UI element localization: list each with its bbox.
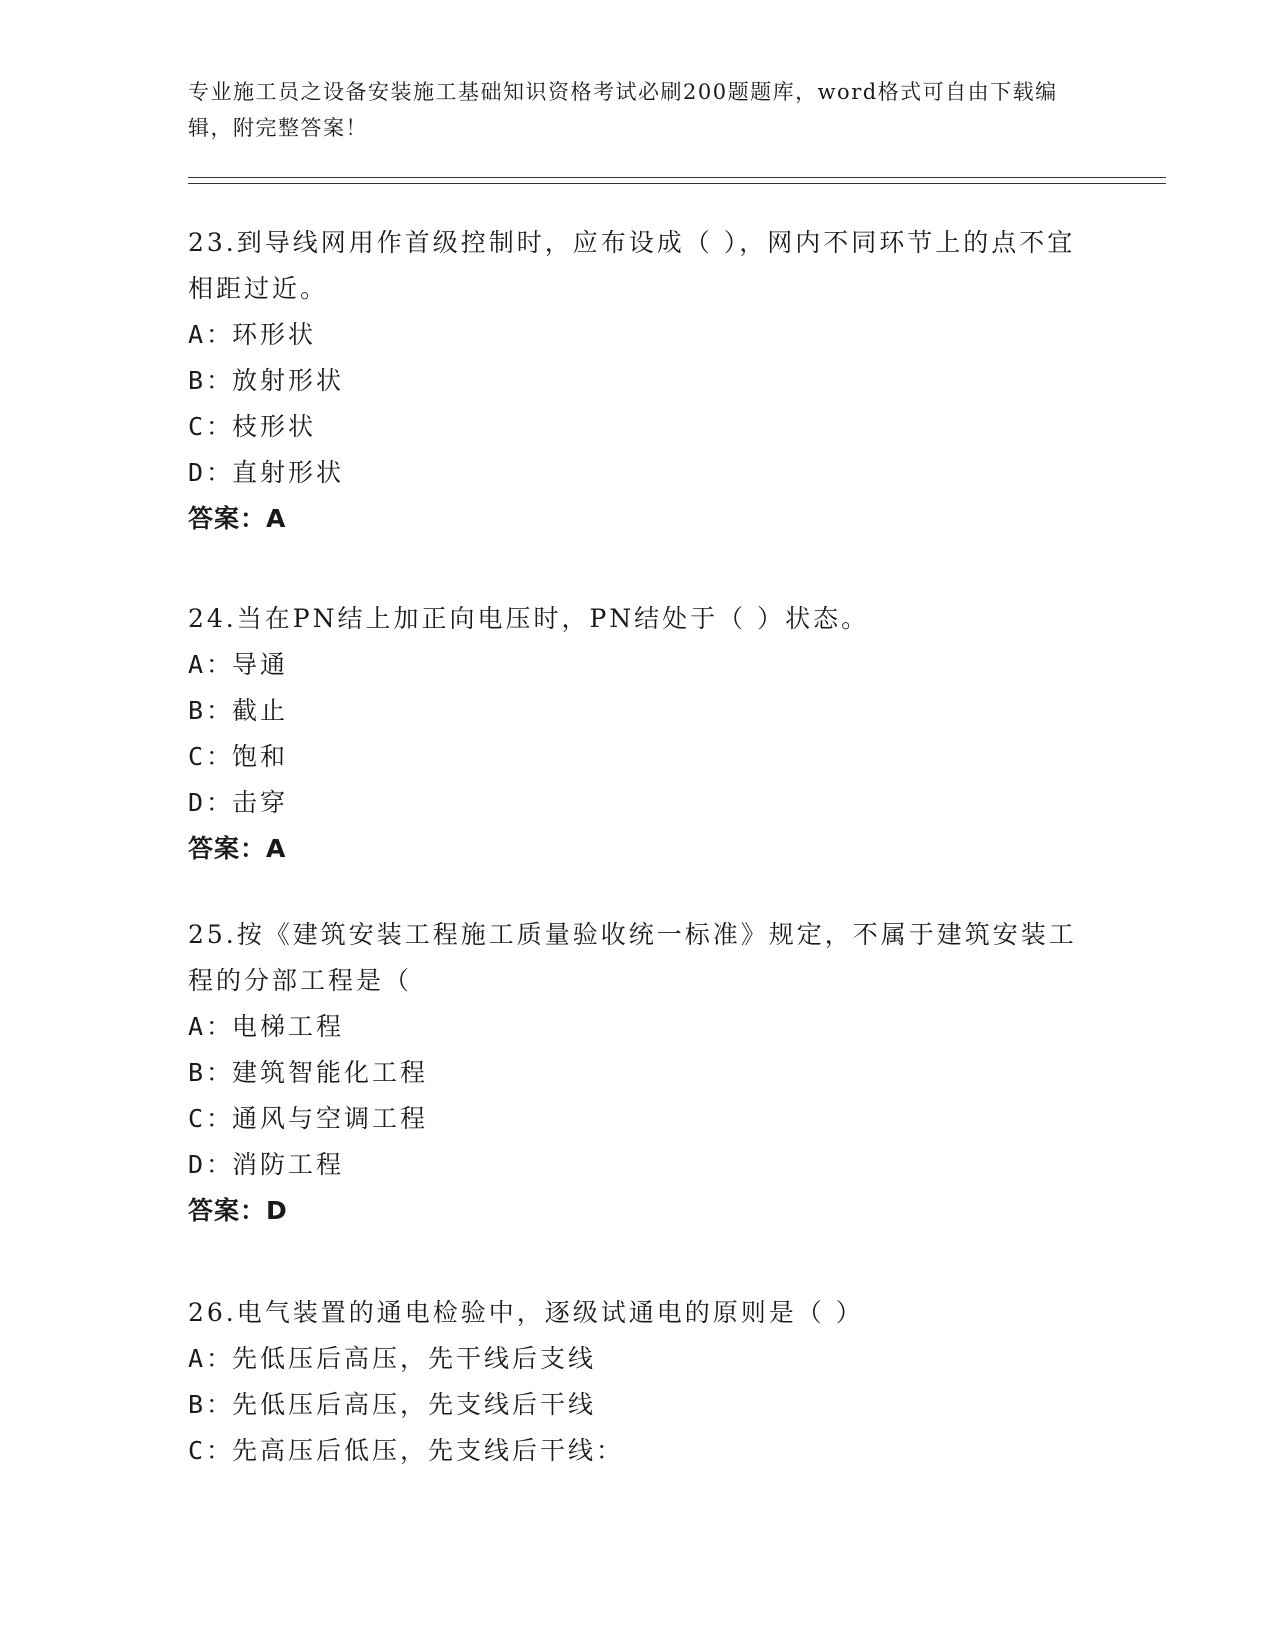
option-text: 通风与空调工程 bbox=[232, 1104, 429, 1133]
header-double-rule bbox=[188, 177, 1166, 184]
option-c bbox=[188, 734, 1088, 780]
option-d bbox=[188, 1142, 1088, 1188]
option-letter: C： bbox=[188, 742, 235, 771]
option-text: 先高压后低压，先支线后干线： bbox=[232, 1436, 625, 1465]
option-text: 建筑智能化工程 bbox=[232, 1058, 429, 1087]
question-stem: 25.按《建筑安装工程施工质量验收统一标准》规定，不属于建筑安装工程的分部工程是（ bbox=[188, 920, 1077, 995]
option-d bbox=[188, 450, 1088, 496]
option-letter: A： bbox=[188, 320, 235, 349]
option-text: 枝形状 bbox=[232, 412, 317, 441]
option-text: 饱和 bbox=[232, 742, 289, 771]
option-text: 放射形状 bbox=[232, 366, 345, 395]
option-letter: B： bbox=[188, 1390, 235, 1419]
option-text: 先低压后高压，先干线后支线 bbox=[232, 1344, 597, 1373]
option-letter: B： bbox=[188, 366, 235, 395]
option-text: 先低压后高压，先支线后干线 bbox=[232, 1390, 597, 1419]
option-letter: D： bbox=[188, 458, 235, 487]
option-letter: C： bbox=[188, 1436, 235, 1465]
option-letter: A： bbox=[188, 1344, 235, 1373]
answer-line: 答案：D bbox=[188, 1196, 288, 1225]
answer-line: 答案：A bbox=[188, 834, 287, 863]
question-23 bbox=[188, 220, 1088, 542]
option-text: 消防工程 bbox=[232, 1150, 345, 1179]
option-letter: A： bbox=[188, 1012, 235, 1041]
option-b bbox=[188, 1382, 1088, 1428]
option-letter: B： bbox=[188, 696, 235, 725]
option-b bbox=[188, 688, 1088, 734]
option-c bbox=[188, 1096, 1088, 1142]
option-text: 电梯工程 bbox=[232, 1012, 345, 1041]
answer-line: 答案：A bbox=[188, 504, 287, 533]
question-24 bbox=[188, 596, 1088, 872]
option-letter: D： bbox=[188, 788, 235, 817]
option-b bbox=[188, 358, 1088, 404]
option-letter: C： bbox=[188, 1104, 235, 1133]
option-letter: D： bbox=[188, 1150, 235, 1179]
question-25 bbox=[188, 912, 1088, 1234]
option-c bbox=[188, 1428, 1088, 1474]
option-d bbox=[188, 780, 1088, 826]
option-text: 导通 bbox=[232, 650, 289, 679]
option-text: 击穿 bbox=[232, 788, 289, 817]
question-stem: 24.当在PN结上加正向电压时，PN结处于（ ）状态。 bbox=[188, 604, 870, 633]
document-header: 专业施工员之设备安装施工基础知识资格考试必刷200题题库，word格式可自由下载编辑，附完整答案！ bbox=[188, 80, 1058, 140]
question-26 bbox=[188, 1290, 1088, 1474]
option-b bbox=[188, 1050, 1088, 1096]
option-text: 直射形状 bbox=[232, 458, 345, 487]
question-stem: 26.电气装置的通电检验中，逐级试通电的原则是（ ） bbox=[188, 1298, 864, 1327]
option-a bbox=[188, 312, 1088, 358]
option-letter: A： bbox=[188, 650, 235, 679]
option-a bbox=[188, 642, 1088, 688]
option-letter: C： bbox=[188, 412, 235, 441]
option-a bbox=[188, 1336, 1088, 1382]
option-text: 环形状 bbox=[232, 320, 317, 349]
option-text: 截止 bbox=[232, 696, 289, 725]
question-stem: 23.到导线网用作首级控制时，应布设成（ ），网内不同环节上的点不宜相距过近。 bbox=[188, 228, 1076, 303]
option-a bbox=[188, 1004, 1088, 1050]
option-c bbox=[188, 404, 1088, 450]
option-letter: B： bbox=[188, 1058, 235, 1087]
